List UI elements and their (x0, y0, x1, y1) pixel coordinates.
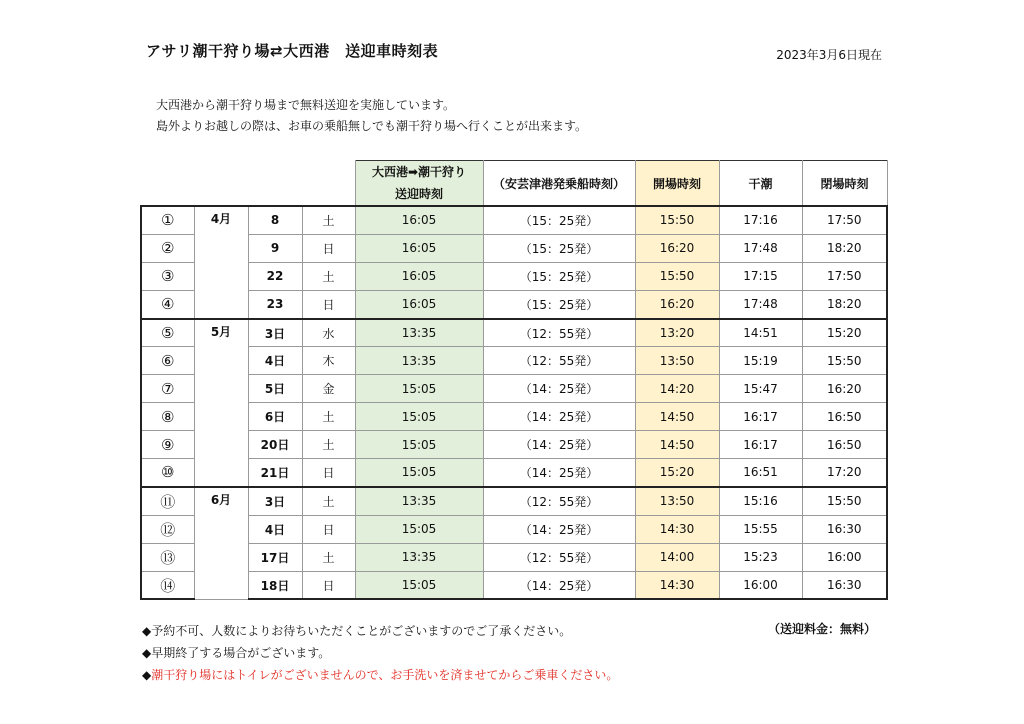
weekday-cell: 土 (302, 431, 355, 459)
transfer-time-cell: 15:05 (355, 403, 483, 431)
weekday-cell: 土 (302, 543, 355, 571)
table-row (141, 487, 887, 515)
low-tide-cell: 17:48 (719, 234, 802, 262)
low-tide-cell: 17:16 (719, 206, 802, 234)
low-tide-cell: 16:17 (719, 403, 802, 431)
day-cell: 17日 (248, 543, 302, 571)
close-time-cell: 16:30 (802, 571, 887, 599)
table-row (141, 290, 887, 318)
ferry-time-cell: （14：25発） (483, 375, 635, 403)
day-cell: 9 (248, 234, 302, 262)
ferry-time-cell: （15：25発） (483, 262, 635, 290)
day-cell: 6日 (248, 403, 302, 431)
intro-line: 島外よりお越しの際は、お車の乗船無しでも潮干狩り場へ行くことが出来ます。 (156, 119, 588, 133)
row-number: ⑥ (141, 347, 194, 375)
table-row (141, 515, 887, 543)
header-low-tide: 干潮 (719, 161, 802, 207)
close-time-cell: 15:20 (802, 319, 887, 347)
month-label: 5月 (194, 319, 248, 487)
row-number: ⑤ (141, 319, 194, 347)
ferry-time-cell: （15：25発） (483, 290, 635, 318)
ferry-time-cell: （15：25発） (483, 206, 635, 234)
row-number: ③ (141, 262, 194, 290)
header-ferry-time: （安芸津港発乗船時刻） (483, 161, 635, 207)
table-row (141, 459, 887, 487)
table-row (141, 347, 887, 375)
day-cell: 23 (248, 290, 302, 318)
weekday-cell: 日 (302, 515, 355, 543)
open-time-cell: 16:20 (635, 234, 719, 262)
close-time-cell: 17:20 (802, 459, 887, 487)
ferry-time-cell: （12：55発） (483, 347, 635, 375)
transfer-time-cell: 16:05 (355, 206, 483, 234)
transfer-time-cell: 15:05 (355, 375, 483, 403)
note-item-red: ◆潮干狩り場にはトイレがございませんので、お手洗いを済ませてからご乗車ください。 (142, 668, 619, 682)
ferry-time-cell: （14：25発） (483, 403, 635, 431)
low-tide-cell: 16:00 (719, 571, 802, 599)
low-tide-cell: 15:16 (719, 487, 802, 515)
row-number: ⑪ (141, 487, 194, 515)
day-cell: 4日 (248, 515, 302, 543)
weekday-cell: 水 (302, 319, 355, 347)
header-transfer-time: 大西港➡潮干狩り 送迎時刻 (355, 161, 483, 207)
weekday-cell: 土 (302, 487, 355, 515)
table-header-row (141, 161, 887, 207)
low-tide-cell: 14:51 (719, 319, 802, 347)
table-row (141, 571, 887, 599)
close-time-cell: 17:50 (802, 262, 887, 290)
transfer-time-cell: 16:05 (355, 262, 483, 290)
row-number: ⑭ (141, 571, 194, 599)
transfer-time-cell: 16:05 (355, 290, 483, 318)
open-time-cell: 14:50 (635, 431, 719, 459)
close-time-cell: 18:20 (802, 290, 887, 318)
open-time-cell: 14:30 (635, 515, 719, 543)
low-tide-cell: 15:23 (719, 543, 802, 571)
table-row (141, 431, 887, 459)
note-item: ◆予約不可、人数によりお待ちいただくことがございますのでご了承ください。 (142, 624, 572, 638)
row-number: ⑩ (141, 459, 194, 487)
low-tide-cell: 16:51 (719, 459, 802, 487)
ferry-time-cell: （12：55発） (483, 543, 635, 571)
transfer-time-cell: 13:35 (355, 347, 483, 375)
day-cell: 21日 (248, 459, 302, 487)
ferry-time-cell: （12：55発） (483, 487, 635, 515)
table-row (141, 375, 887, 403)
open-time-cell: 15:20 (635, 459, 719, 487)
ferry-time-cell: （12：55発） (483, 319, 635, 347)
open-time-cell: 13:50 (635, 487, 719, 515)
open-time-cell: 14:00 (635, 543, 719, 571)
open-time-cell: 14:50 (635, 403, 719, 431)
day-cell: 5日 (248, 375, 302, 403)
close-time-cell: 15:50 (802, 487, 887, 515)
open-time-cell: 14:30 (635, 571, 719, 599)
open-time-cell: 15:50 (635, 206, 719, 234)
close-time-cell: 16:20 (802, 375, 887, 403)
weekday-cell: 木 (302, 347, 355, 375)
ferry-time-cell: （15：25発） (483, 234, 635, 262)
header-open-time: 開場時刻 (635, 161, 719, 207)
low-tide-cell: 15:47 (719, 375, 802, 403)
weekday-cell: 日 (302, 290, 355, 318)
table-row (141, 206, 887, 234)
weekday-cell: 土 (302, 403, 355, 431)
intro-line: 大西港から潮干狩り場まで無料送迎を実施しています。 (156, 98, 456, 112)
ferry-time-cell: （14：25発） (483, 431, 635, 459)
month-label: 4月 (194, 206, 248, 319)
table-row (141, 403, 887, 431)
row-number: ⑦ (141, 375, 194, 403)
day-cell: 3日 (248, 319, 302, 347)
transfer-fee: （送迎料金：無料） (768, 622, 877, 636)
row-number: ② (141, 234, 194, 262)
page-title: アサリ潮干狩り場⇄大西港 送迎車時刻表 (146, 42, 439, 60)
table-row (141, 234, 887, 262)
table-row (141, 543, 887, 571)
row-number: ① (141, 206, 194, 234)
month-label: 6月 (194, 487, 248, 600)
ferry-time-cell: （14：25発） (483, 459, 635, 487)
weekday-cell: 金 (302, 375, 355, 403)
close-time-cell: 16:00 (802, 543, 887, 571)
weekday-cell: 日 (302, 234, 355, 262)
notes (142, 620, 618, 686)
close-time-cell: 17:50 (802, 206, 887, 234)
open-time-cell: 14:20 (635, 375, 719, 403)
intro-text (156, 95, 587, 137)
ferry-time-cell: （14：25発） (483, 571, 635, 599)
row-number: ⑫ (141, 515, 194, 543)
weekday-cell: 日 (302, 571, 355, 599)
low-tide-cell: 15:55 (719, 515, 802, 543)
close-time-cell: 16:30 (802, 515, 887, 543)
low-tide-cell: 15:19 (719, 347, 802, 375)
weekday-cell: 土 (302, 262, 355, 290)
transfer-time-cell: 15:05 (355, 459, 483, 487)
day-cell: 18日 (248, 571, 302, 599)
ferry-time-cell: （14：25発） (483, 515, 635, 543)
day-cell: 20日 (248, 431, 302, 459)
open-time-cell: 13:20 (635, 319, 719, 347)
row-number: ⑧ (141, 403, 194, 431)
day-cell: 22 (248, 262, 302, 290)
transfer-time-cell: 15:05 (355, 431, 483, 459)
row-number: ⑬ (141, 543, 194, 571)
close-time-cell: 18:20 (802, 234, 887, 262)
as-of-date: 2023年3月6日現在 (776, 48, 882, 62)
weekday-cell: 日 (302, 459, 355, 487)
day-cell: 8 (248, 206, 302, 234)
close-time-cell: 16:50 (802, 431, 887, 459)
transfer-time-cell: 16:05 (355, 234, 483, 262)
open-time-cell: 15:50 (635, 262, 719, 290)
open-time-cell: 16:20 (635, 290, 719, 318)
open-time-cell: 13:50 (635, 347, 719, 375)
day-cell: 3日 (248, 487, 302, 515)
weekday-cell: 土 (302, 206, 355, 234)
transfer-time-cell: 13:35 (355, 487, 483, 515)
note-item: ◆早期終了する場合がございます。 (142, 646, 331, 660)
transfer-time-cell: 15:05 (355, 515, 483, 543)
transfer-time-cell: 15:05 (355, 571, 483, 599)
row-number: ⑨ (141, 431, 194, 459)
transfer-time-cell: 13:35 (355, 319, 483, 347)
table-row (141, 262, 887, 290)
low-tide-cell: 17:15 (719, 262, 802, 290)
close-time-cell: 16:50 (802, 403, 887, 431)
close-time-cell: 15:50 (802, 347, 887, 375)
header-close-time: 閉場時刻 (802, 161, 887, 207)
transfer-time-cell: 13:35 (355, 543, 483, 571)
schedule-table (140, 160, 888, 600)
low-tide-cell: 17:48 (719, 290, 802, 318)
low-tide-cell: 16:17 (719, 431, 802, 459)
row-number: ④ (141, 290, 194, 318)
table-row (141, 319, 887, 347)
day-cell: 4日 (248, 347, 302, 375)
